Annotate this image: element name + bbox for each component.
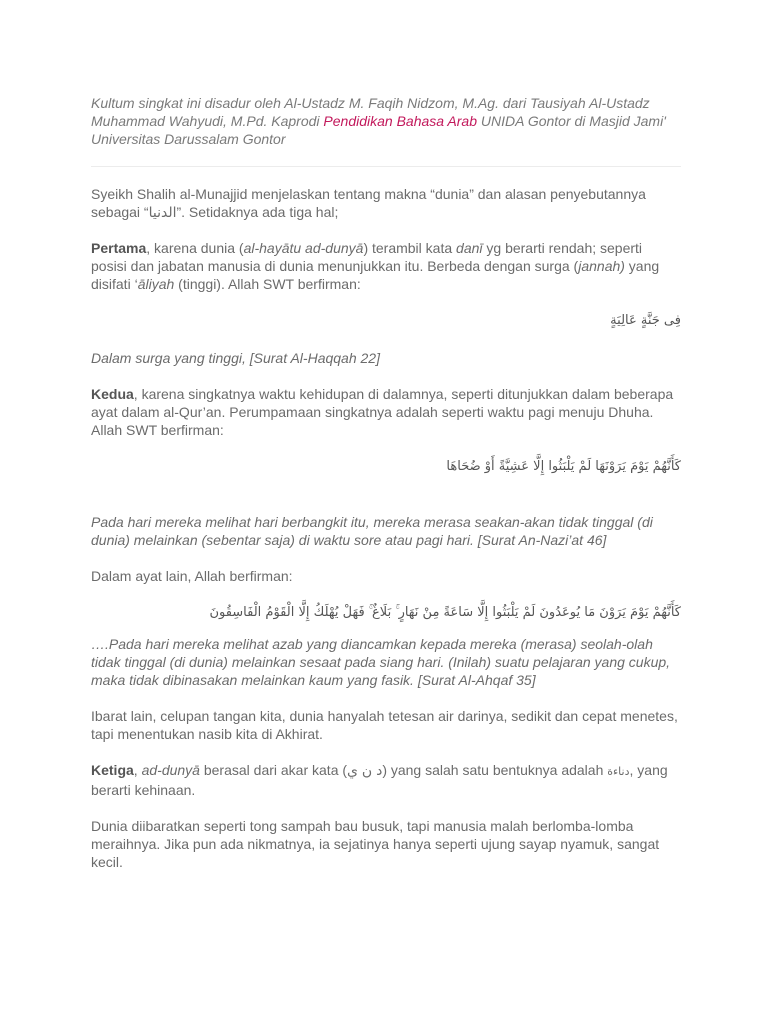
second-point-paragraph: [91, 385, 681, 439]
opening-text: Syeikh Shalih al-Munajjid menjelaskan tentang makna “dunia” dan alasan penyebutannya sebagai “: [91, 186, 646, 220]
verse-translation-naziat: Pada hari mereka melihat hari berbangkit itu, mereka merasa seakan-akan tidak tinggal (di dunia) melainkan (sebentar saja) di waktu sore atau pagi hari. [Surat An-Nazi’at 46]: [91, 514, 653, 548]
opening-paragraph: [91, 185, 681, 221]
intro-text: Kultum singkat ini disadur oleh Al-Ustadz M. Faqih Nidzom, M.Ag. dari Tausiyah Al-Ustadz Muhammad Wahyudi, M.Pd. Kaprodi: [91, 95, 650, 129]
first-text: ) terambil kata: [363, 240, 457, 256]
third-text: ) yang salah satu bentuknya adalah: [382, 762, 608, 778]
other-verse-intro: Dalam ayat lain, Allah berfirman:: [91, 568, 293, 584]
second-point-lead: Kedua: [91, 386, 134, 402]
program-link[interactable]: Pendidikan Bahasa Arab: [323, 113, 477, 129]
article-body: [91, 94, 681, 889]
first-term: al-hayātu ad-dunyā: [243, 240, 364, 256]
third-text: ,: [133, 762, 142, 778]
third-point-paragraph: [91, 761, 681, 799]
arabic-term: الدنيا: [148, 204, 177, 220]
first-term: āliyah: [137, 276, 175, 292]
third-point-lead: Ketiga: [91, 762, 134, 778]
closing-paragraph: Dunia diibaratkan seperti tong sampah bau busuk, tapi manusia malah berlomba-lomba meraihnya. Jika pun ada nikmatnya, ia sejatinya hanya seperti ujung sayap nyamuk, sangat kecil.: [91, 818, 660, 870]
first-term: danī: [456, 240, 483, 256]
arabic-form: دناءة: [607, 766, 630, 778]
opening-text-end: ”. Setidaknya ada tiga hal;: [176, 204, 339, 220]
arabic-root: د ن ي: [347, 762, 383, 778]
section-divider: [91, 166, 681, 167]
first-text: (tinggi). Allah SWT berfirman:: [174, 276, 361, 292]
first-term: jannah): [578, 258, 625, 274]
first-text: yang disifati ‘: [91, 258, 660, 292]
third-text: berasal dari akar kata (: [199, 762, 348, 778]
second-text: , karena singkatnya waktu kehidupan di dalamnya, seperti ditunjukkan dalam beberapa ayat dalam al-Qur’an. Perumpamaan singkatnya adalah seperti waktu pagi menuju Dhuha.: [91, 386, 674, 420]
intro-text-end: UNIDA Gontor di Masjid Jami' Universitas Darussalam Gontor: [91, 113, 666, 147]
verse-arabic-ahqaf: كَأَنَّهُمْ يَوْمَ يَرَوْنَ مَا يُوعَدُونَ لَمْ يَلْبَثُوا إِلَّا سَاعَةً مِنْ نَهَارٍ ۚ بَلَاغٌ ۚ فَهَلْ يُهْلَكُ إِلَّا الْقَوْمُ الْفَاسِقُونَ: [209, 605, 681, 620]
intro-paragraph: [91, 94, 681, 148]
third-text: , yang berarti kehinaan.: [91, 762, 668, 798]
first-text: yg berarti rendah; seperti posisi dan jabatan manusia di dunia menunjukkan itu. Berbeda dengan surga (: [91, 240, 643, 274]
first-point-paragraph: [91, 239, 681, 293]
first-point-lead: Pertama: [91, 240, 147, 256]
first-text: , karena dunia (: [146, 240, 244, 256]
verse-arabic-haqqah: فِى جَنَّةٍ عَالِيَةٍ: [610, 313, 681, 328]
verse-translation-ahqaf: ….Pada hari mereka melihat azab yang diancamkan kepada mereka (merasa) seolah-olah tidak tinggal (di dunia) melainkan sesaat pada siang hari. (Inilah) suatu pelajaran yang cukup, maka tidak dibinasakan melainkan kaum yang fasik. [Surat Al-Ahqaf 35]: [91, 636, 671, 688]
verse-arabic-naziat: كَأَنَّهُمْ يَوْمَ يَرَوْنَهَا لَمْ يَلْبَثُوا إِلَّا عَشِيَّةً أَوْ ضُحَاهَا: [446, 459, 681, 474]
third-term: ad-dunyā: [141, 762, 200, 778]
second-text-firman: Allah SWT berfirman:: [91, 422, 224, 438]
verse-translation-haqqah: Dalam surga yang tinggi, [Surat Al-Haqqah 22]: [91, 350, 380, 366]
spacer: [91, 495, 681, 513]
analogy-paragraph: Ibarat lain, celupan tangan kita, dunia hanyalah tetesan air darinya, sedikit dan cepat menetes, tapi menentukan nasib kita di Akhirat.: [91, 708, 678, 742]
